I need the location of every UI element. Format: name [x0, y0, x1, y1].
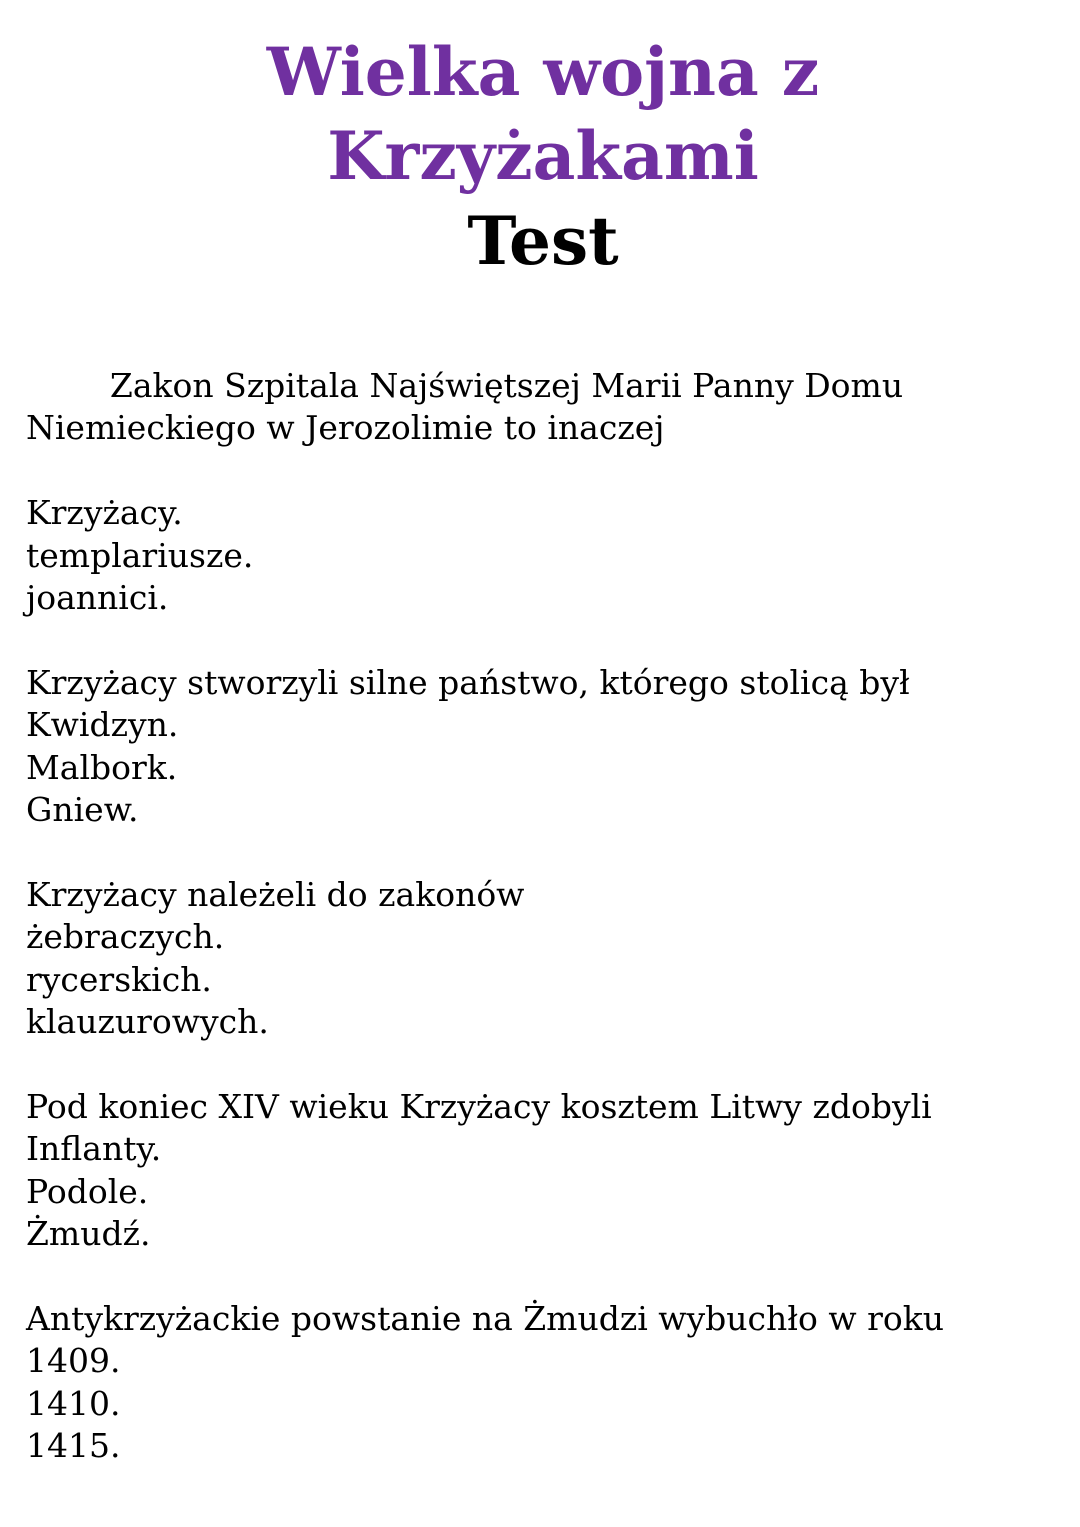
question-1: [26, 322, 1060, 620]
question-4: [26, 1086, 1060, 1256]
question-3: [26, 874, 1060, 1044]
answer-options: [26, 704, 1060, 832]
answer-option: 1415.: [26, 1426, 121, 1465]
question-text: Pod koniec XIV wieku Krzyżacy kosztem Litwy zdobyli: [26, 1086, 932, 1126]
answer-options: [26, 492, 1060, 620]
answer-option: Krzyżacy.: [26, 493, 183, 532]
answer-option: Inflanty.: [26, 1129, 162, 1168]
question-text: Zakon Szpitala Najświętszej Marii Panny Domu Niemieckiego w Jerozolimie to inaczej: [26, 365, 914, 447]
answer-option: Kwidzyn.: [26, 705, 179, 744]
answer-option: Gniew.: [26, 790, 139, 829]
question-text: Krzyżacy należeli do zakonów: [26, 874, 525, 914]
page-subtitle: Test: [467, 202, 619, 280]
answer-options: [26, 1340, 1060, 1468]
answer-option: joannici.: [26, 578, 169, 617]
answer-option: żebraczych.: [26, 917, 225, 956]
answer-option: 1409.: [26, 1341, 121, 1380]
question-text: Krzyżacy stworzyli silne państwo, którego stolicą był: [26, 662, 910, 702]
answer-option: 1410.: [26, 1383, 121, 1423]
answer-option: templariusze.: [26, 535, 254, 575]
title-line-1: Wielka wojna z: [266, 33, 820, 111]
answer-option: klauzurowych.: [26, 1002, 269, 1041]
page-title: [26, 30, 1060, 198]
answer-options: [26, 916, 1060, 1044]
question-text: Antykrzyżackie powstanie na Żmudzi wybuchło w roku: [26, 1298, 944, 1338]
answer-option: Malbork.: [26, 747, 178, 787]
answer-option: rycerskich.: [26, 959, 212, 999]
answer-option: Żmudź.: [26, 1214, 151, 1253]
answer-option: Podole.: [26, 1171, 149, 1211]
question-list: [26, 322, 1060, 1468]
question-2: [26, 662, 1060, 832]
answer-options: [26, 1128, 1060, 1256]
question-5: [26, 1298, 1060, 1468]
title-line-2: Krzyżakami: [327, 117, 759, 195]
